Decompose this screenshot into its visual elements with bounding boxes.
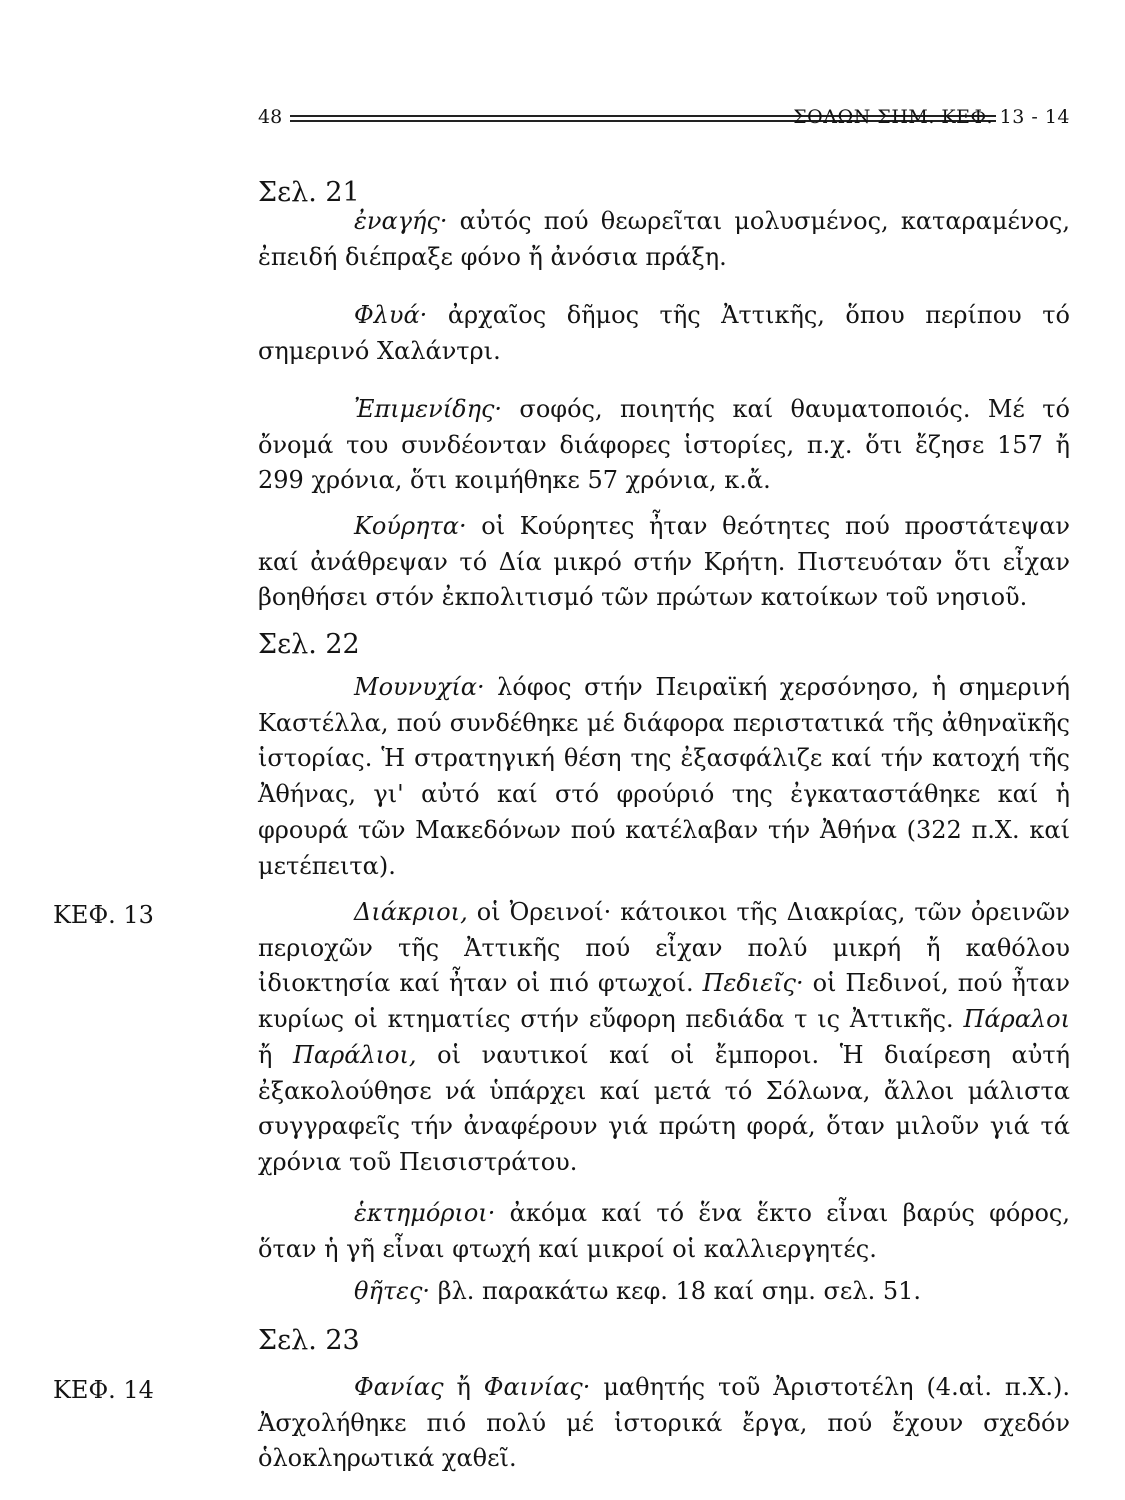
glossary-entry xyxy=(258,670,1070,884)
glossary-entry xyxy=(258,298,1070,369)
entry-text: λόφος στήν Πειραϊκή χερσόνησο, ἡ σημερινή Καστέλλα, πού συνδέθηκε μέ διάφορα περιστατικά τῆς ἀθηναϊκῆς ἱστορίας. Ἡ στρατηγική θέση της ἐξασφάλιζε καί τήν κατοχή τῆς Ἀθήνας, γι' αὐτό καί στό φρούριό της ἐγκαταστάθηκε καί ἡ φρουρά τῶν Μακεδόνων πού κατέλαβαν τήν Ἀθήνα (322 π.Χ. καί μετέπειτα). xyxy=(258,673,1070,880)
entry-term: Παράλιοι, xyxy=(292,1040,417,1069)
entry-term: Πάραλοι xyxy=(963,1005,1070,1034)
glossary-entry xyxy=(258,1274,1070,1310)
entry-text: βλ. παρακάτω κεφ. 18 καί σημ. σελ. 51. xyxy=(430,1277,921,1305)
entry-text: οἱ Κούρητες ἦταν θεότητες πού προστάτεψαν καί ἀνάθρεψαν τό Δία μικρό στήν Κρήτη. Πιστευόταν ὅτι εἶχαν βοηθήσει στόν ἐκπολιτισμό τῶν πρώτων κατοίκων τοῦ νησιοῦ. xyxy=(258,512,1070,612)
margin-chapter-label: ΚΕΦ. 14 xyxy=(53,1376,154,1404)
glossary-entry xyxy=(258,204,1070,275)
entry-text: ἤ xyxy=(258,1040,293,1069)
glossary-entry xyxy=(258,1196,1070,1267)
entry-text: αὐτός πού θεωρεῖται μολυσμένος, καταραμένος, ἐπειδή διέπραξε φόνο ἤ ἀνόσια πράξη. xyxy=(258,207,1070,271)
entry-text: ἀκόμα καί τό ἕνα ἕκτο εἶναι βαρύς φόρος, ὅταν ἡ γῆ εἶναι φτωχή καί μικροί οἱ καλλιεργητές. xyxy=(258,1199,1070,1263)
entry-term: ἐναγής· xyxy=(354,207,448,235)
entry-text: ἀρχαῖος δῆμος τῆς Ἀττικῆς, ὅπου περίπου τό σημερινό Χαλάντρι. xyxy=(258,301,1070,365)
entry-term: θῆτες· xyxy=(354,1277,431,1305)
entry-text: οἱ ναυτικοί καί οἱ ἔμποροι. Ἡ διαίρεση αὐτή ἐξακολούθησε νά ὑπάρχει καί μετά τό Σόλωνα, ἄλλοι μάλιστα συγγραφεῖς τήν ἀναφέρουν γιά πρώτη φορά, ὅταν μιλοῦν γιά τά χρόνια τοῦ Πεισιστράτου. xyxy=(258,1040,1070,1176)
entry-term: Φαινίας· xyxy=(483,1373,591,1401)
entry-term: Μουνυχία· xyxy=(354,673,485,701)
entry-text: ἤ xyxy=(443,1373,484,1401)
entry-term: Πεδιεῖς· xyxy=(702,969,804,998)
entry-text: οἱ Ὀρεινοί· κάτοικοι τῆς Διακρίας, τῶν ὀρεινῶν περιοχῶν τῆς Ἀττικῆς πού εἶχαν πολύ μικρή ἤ καθόλου ἰδιοκτησία καί ἦταν οἱ πιό φτωχοί. xyxy=(258,898,1070,998)
running-header xyxy=(258,104,1070,134)
entry-term: Φανίας xyxy=(354,1373,444,1401)
entry-text: μαθητής τοῦ Ἀριστοτέλη (4.αἰ. π.Χ.). Ἀσχολήθηκε πιό πολύ μέ ἱστορικά ἔργα, πού ἔχουν σχεδόν ὁλοκληρωτικά χαθεῖ. xyxy=(258,1373,1070,1473)
glossary-entry xyxy=(258,1370,1070,1477)
margin-chapter-label: ΚΕΦ. 13 xyxy=(53,901,154,929)
glossary-entry xyxy=(258,509,1070,616)
entry-term: Διάκριοι, xyxy=(354,898,468,926)
entry-term: Φλυά· xyxy=(354,301,428,329)
glossary-entry xyxy=(258,392,1070,499)
section-heading: Σελ. 21 xyxy=(258,177,360,208)
glossary-entry xyxy=(258,895,1070,1181)
entry-term: Κούρητα· xyxy=(354,512,467,540)
entry-text: οἱ Πεδινοί, πού ἦταν κυρίως οἱ κτηματίες στήν εὔφορη πεδιάδα τ ις Ἀττικῆς. xyxy=(258,969,1070,1034)
running-title: ΣΟΛΩΝ ΣΗΜ. ΚΕΦ. 13 - 14 xyxy=(793,106,1070,128)
page-number: 48 xyxy=(258,106,283,128)
entry-term: ἑκτημόριοι· xyxy=(354,1199,496,1227)
section-heading: Σελ. 22 xyxy=(258,629,360,660)
entry-term: Ἐπιμενίδης· xyxy=(354,395,503,423)
entry-text: σοφός, ποιητής καί θαυματοποιός. Μέ τό ὄνομά του συνδέονταν διάφορες ἱστορίες, π.χ. ὅτι ἔζησε 157 ἤ 299 χρόνια, ὅτι κοιμήθηκε 57 χρόνια, κ.ἄ. xyxy=(258,395,1070,495)
section-heading: Σελ. 23 xyxy=(258,1325,360,1356)
